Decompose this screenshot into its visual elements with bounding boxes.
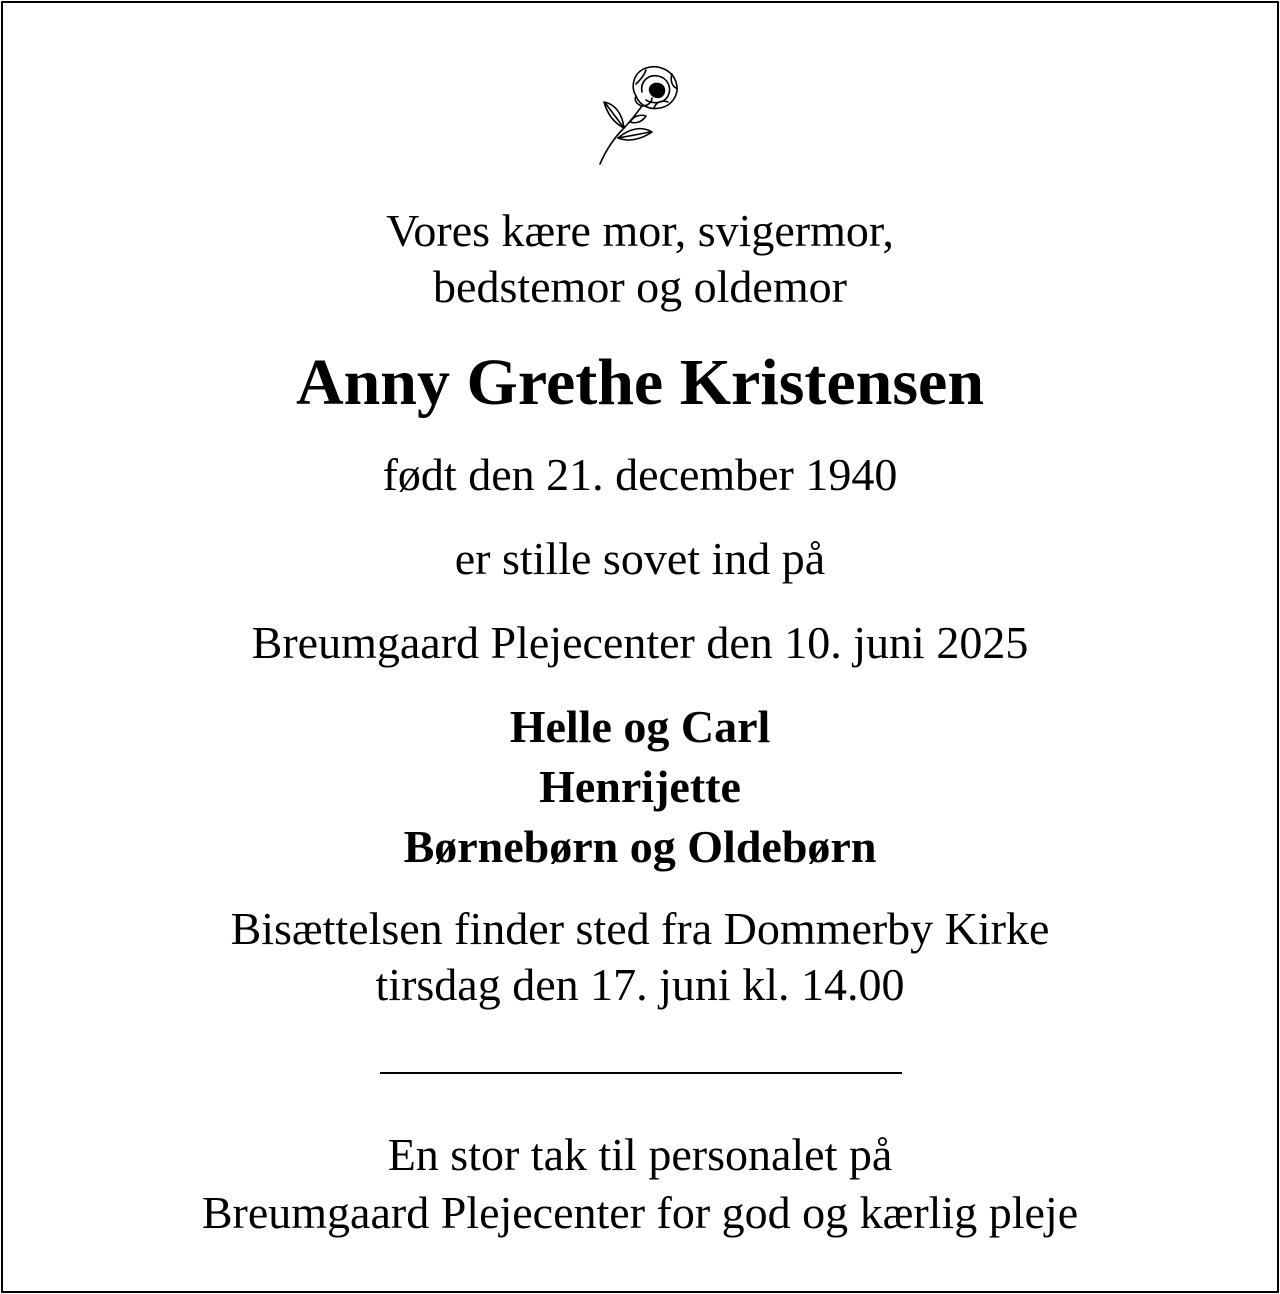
passed-line-2: Breumgaard Plejecenter den 10. juni 2025 [251,617,1029,668]
passed-line-1: er stille sovet ind på [454,533,826,584]
family-member: Henrijette [539,761,741,812]
family-member: Børnebørn og Oldebørn [403,821,877,872]
deceased-name: Anny Grethe Kristensen [295,346,985,419]
divider-line [380,1072,902,1074]
intro-line-1: Vores kære mor, svigermor, [386,205,894,256]
thanks-line-1: En stor tak til personalet på [387,1129,893,1180]
service-line-1: Bisættelsen finder sted fra Dommerby Kirke [230,903,1050,954]
birth-date: født den 21. december 1940 [382,449,898,500]
rose-icon [590,62,686,170]
family-member: Helle og Carl [509,701,771,752]
thanks-line-2: Breumgaard Plejecenter for god og kærlig pleje [201,1187,1079,1238]
service-line-2: tirsdag den 17. juni kl. 14.00 [375,959,905,1010]
intro-line-2: bedstemor og oldemor [433,261,847,312]
